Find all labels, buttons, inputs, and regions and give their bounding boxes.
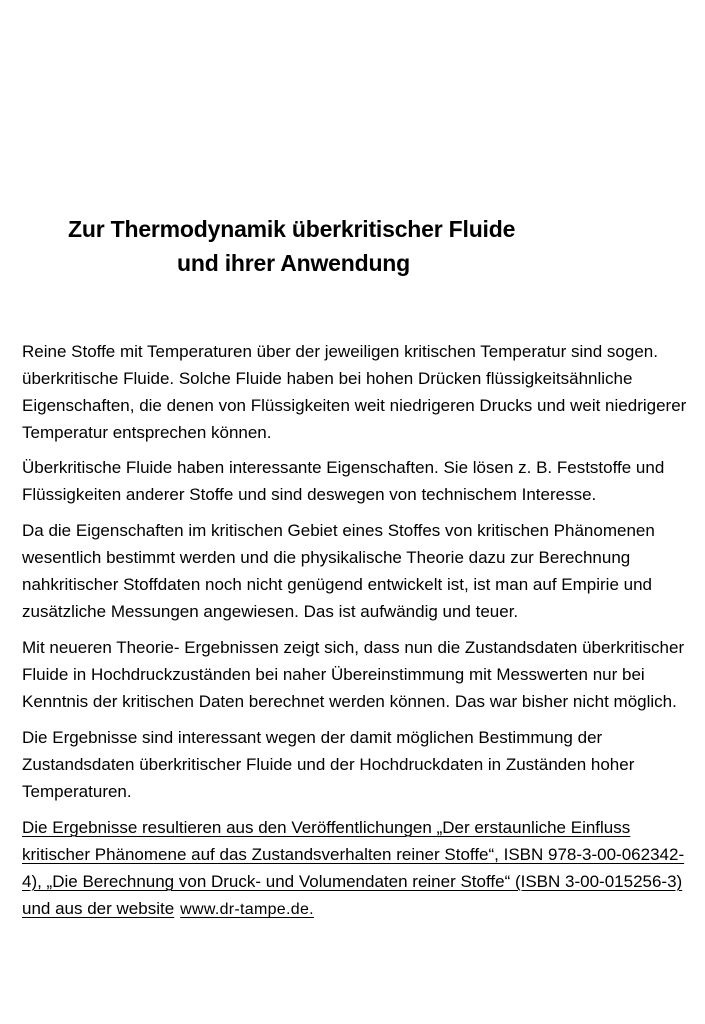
title-line-1: Zur Thermodynamik überkritischer Fluide <box>68 216 516 242</box>
title-line-2: und ihrer Anwendung <box>177 250 410 276</box>
document-title <box>0 212 705 280</box>
website-link[interactable]: www.dr-tampe.de. <box>180 901 314 918</box>
paragraph-1: Reine Stoffe mit Temperaturen über der jeweiligen kritischen Temperatur sind sogen. überkritische Fluide. Solche Fluide haben bei hohen Drücken flüssigkeitsähnliche Eigenschaften, die denen von Flüssigkeiten weit niedrigeren Drucks und weit niedrigerer Temperatur entsprechen können. <box>22 342 687 442</box>
document-body <box>22 338 692 932</box>
paragraph-4: Mit neueren Theorie- Ergebnissen zeigt sich, dass nun die Zustandsdaten überkritischer Fluide in Hochdruckzuständen bei naher Übereinstimmung mit Messwerten nur bei Kenntnis der kritischen Daten berechnet werden können. Das war bisher nicht möglich. <box>22 638 685 711</box>
references-text: Die Ergebnisse resultieren aus den Veröffentlichungen „Der erstaunliche Einfluss kritischer Phänomene auf das Zustandsverhalten reiner Stoffe“, ISBN 978-3-00-062342-4), „Die Berechnung von Druck- und Volumendaten reiner Stoffe“ (ISBN 3-00-015256-3) und aus der website <box>22 818 685 918</box>
paragraph-2: Überkritische Fluide haben interessante Eigenschaften. Sie lösen z. B. Feststoffe und Flüssigkeiten anderer Stoffe und sind deswegen von technischem Interesse. <box>22 458 665 504</box>
paragraph-3: Da die Eigenschaften im kritischen Gebiet eines Stoffes von kritischen Phänomenen wesentlich bestimmt werden und die physikalische Theorie dazu zur Berechnung nahkritischer Stoffdaten noch nicht genügend entwickelt ist, ist man auf Empirie und zusätzliche Messungen angewiesen. Das ist aufwändig und teuer. <box>22 521 655 621</box>
paragraph-5: Die Ergebnisse sind interessant wegen der damit möglichen Bestimmung der Zustandsdaten überkritischer Fluide und der Hochdruckdaten in Zuständen hoher Temperaturen. <box>22 728 635 801</box>
references-paragraph <box>22 814 692 923</box>
